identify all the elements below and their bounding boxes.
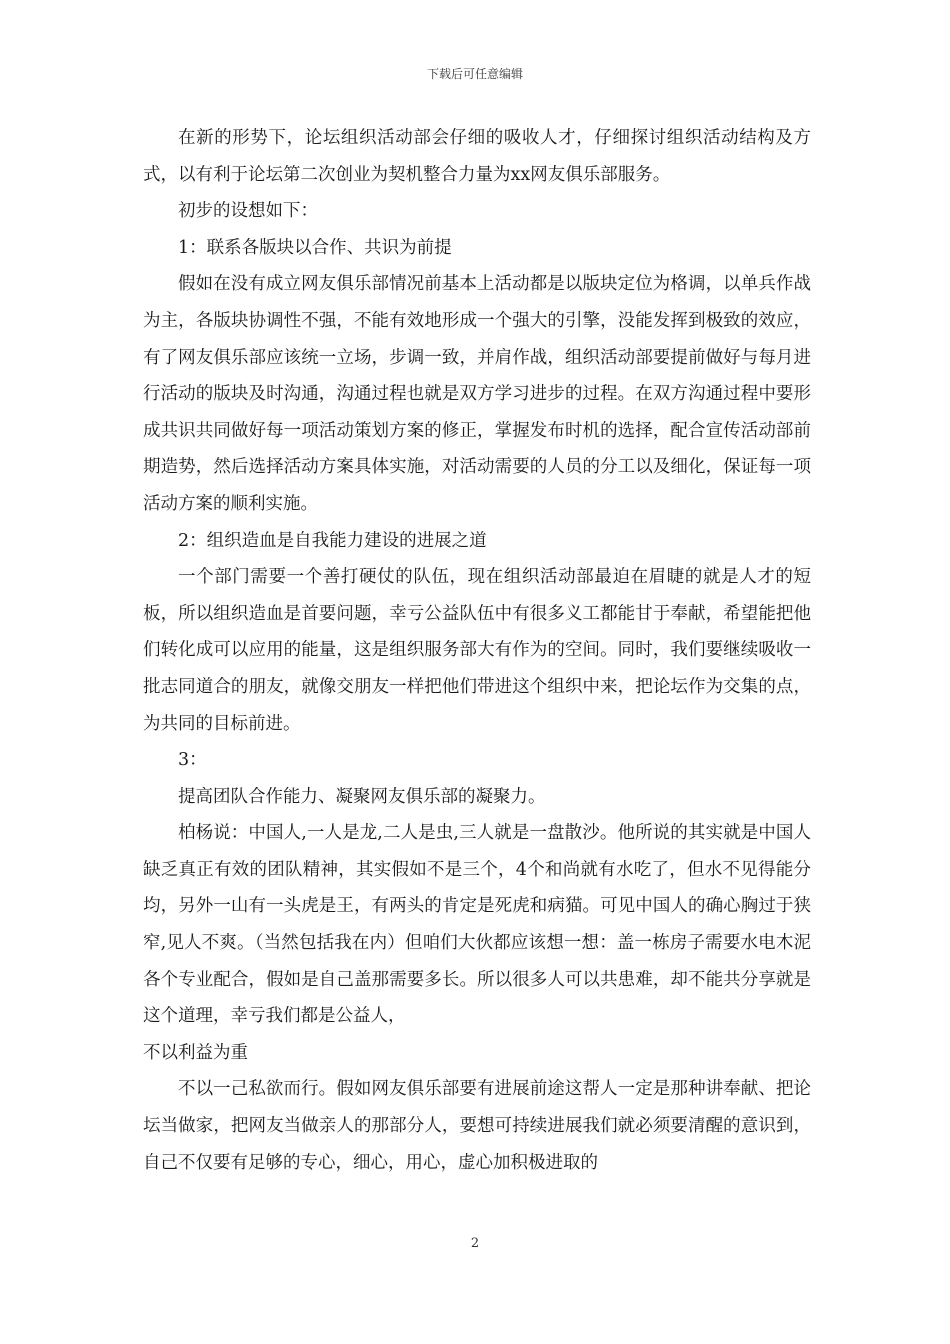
paragraph: 不以一己私欲而行。假如网友俱乐部要有进展前途这帮人一定是那种讲奉献、把论坛当做家，把网友当做亲人的那部分人，要想可持续进展我们就必须要清醒的意识到，自己不仅要有足够的专心，细心，用心，虚心加积极进取的 (143, 1079, 811, 1173)
document-body (143, 120, 811, 1181)
section-heading: 2：组织造血是自我能力建设的进展之道 (178, 530, 487, 551)
paragraph: 一个部门需要一个善打硬仗的队伍，现在组织活动部最迫在眉睫的就是人才的短板，所以组织造血是首要问题，幸亏公益队伍中有很多义工都能甘于奉献，希望能把他们转化成可以应用的能量，这是组织服务部大有作为的空间。同时，我们要继续吸收一批志同道合的朋友，就像交朋友一样把他们带进这个组织中来，把论坛作为交集的点，为共同的目标前进。 (143, 567, 811, 734)
paragraph: 初步的设想如下： (178, 201, 318, 222)
page-number: 2 (470, 1236, 480, 1251)
paragraph: 柏杨说：中国人,一人是龙,二人是虫,三人就是一盘散沙。他所说的其实就是中国人缺乏真正有效的团队精神，其实假如不是三个，4个和尚就有水吃了，但水不见得能分均，另外一山有一头虎是王，有两头的肯定是死虎和病猫。可见中国人的确心胸过于狭窄,见人不爽。（当然包括我在内）但咱们大伙都应该想一想：盖一栋房子需要水电木泥各个专业配合，假如是自己盖那需要多长。所以很多人可以共患难，却不能共分享就是这个道理，幸亏我们都是公益人， (143, 823, 811, 1027)
section-heading: 3： (178, 750, 207, 771)
paragraph: 假如在没有成立网友俱乐部情况前基本上活动都是以版块定位为格调，以单兵作战为主，各版块协调性不强，不能有效地形成一个强大的引擎，没能发挥到极致的效应，有了网友俱乐部应该统一立场，步调一致，并肩作战，组织活动部要提前做好与每月进行活动的版块及时沟通，沟通过程也就是双方学习进步的过程。在双方沟通过程中要形成共识共同做好每一项活动策划方案的修正，掌握发布时机的选择，配合宣传活动部前期造势，然后选择活动方案具体实施，对活动需要的人员的分工以及细化，保证每一项活动方案的顺利实施。 (143, 274, 811, 514)
section-heading: 1：联系各版块以合作、共识为前提 (178, 237, 452, 258)
paragraph: 在新的形势下，论坛组织活动部会仔细的吸收人才，仔细探讨组织活动结构及方式，以有利于论坛第二次创业为契机整合力量为xx网友俱乐部服务。 (143, 128, 811, 185)
section-heading: 提高团队合作能力、凝聚网友俱乐部的凝聚力。 (178, 786, 546, 807)
paragraph: 不以利益为重 (143, 1042, 248, 1063)
page-header: 下载后可任意编辑 (426, 67, 523, 81)
